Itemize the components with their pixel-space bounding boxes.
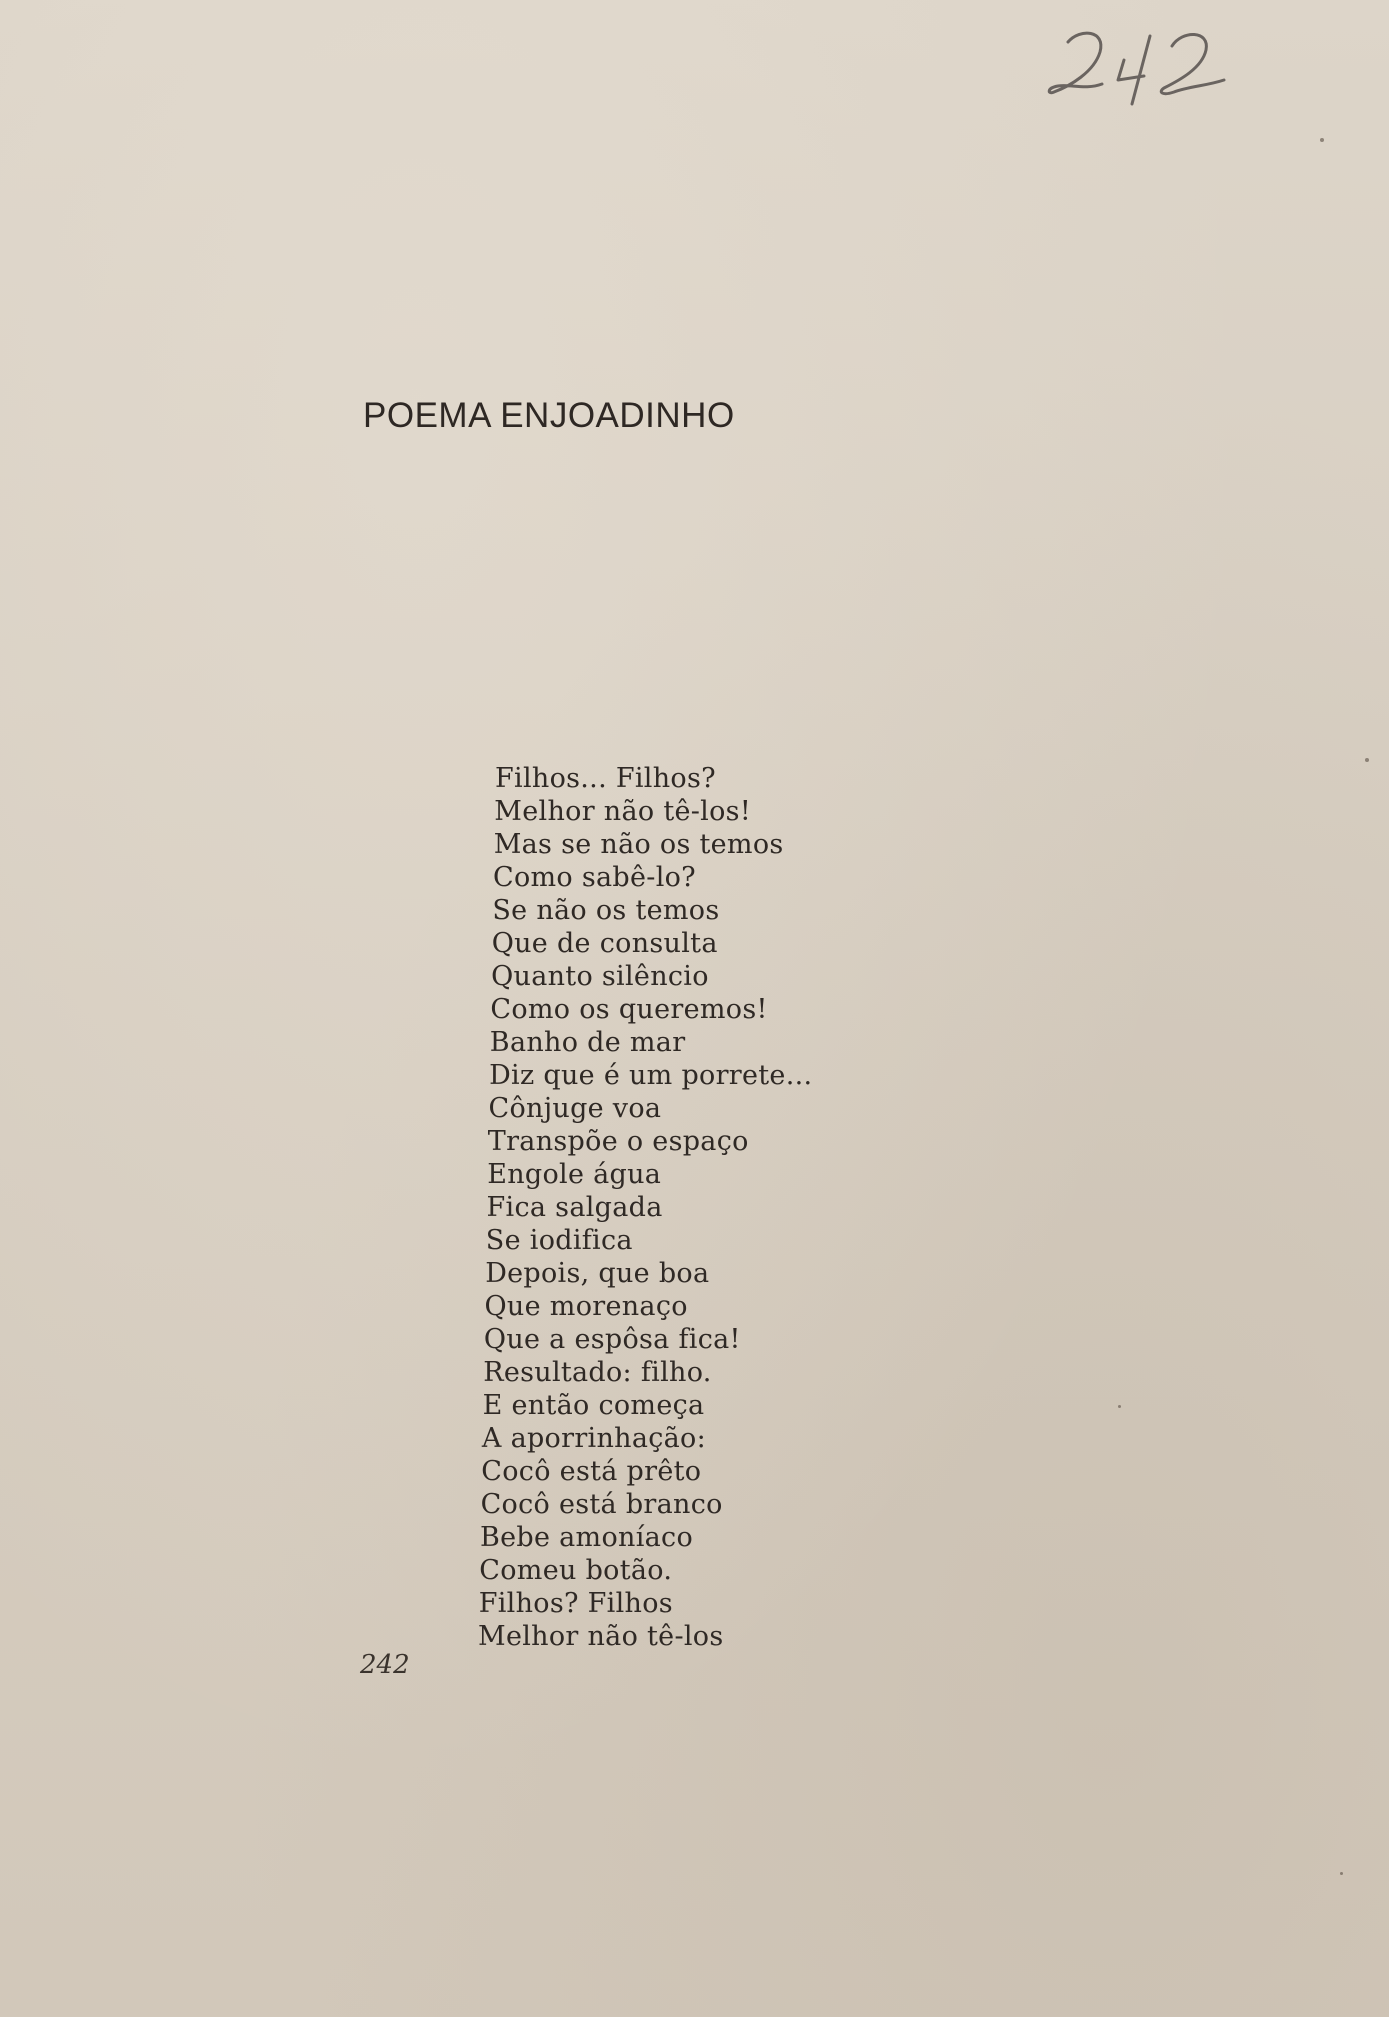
poem-line: Resultado: filho. [483,1357,712,1388]
poem-line: Filhos... Filhos? [495,763,716,794]
printed-page-number: 242 [360,1650,410,1680]
poem-line: Diz que é um porrete... [489,1060,813,1091]
poem-body [0,762,813,1653]
poem-line: Filhos? Filhos [478,1588,673,1619]
scan-speck [1118,1405,1121,1408]
poem-line: Se não os temos [492,895,720,926]
poem-line: Se iodifica [485,1225,633,1256]
poem-line: Que morenaço [484,1291,688,1322]
poem-line: Bebe amoníaco [480,1522,694,1553]
scan-speck [1365,758,1369,762]
poem-line: Comeu botão. [479,1555,673,1586]
scan-speck [1340,1872,1343,1875]
poem-line: Transpõe o espaço [487,1126,749,1157]
poem-line: Como os queremos! [490,994,768,1025]
poem-line: Cônjuge voa [488,1093,662,1124]
poem-line: Que de consulta [491,928,718,959]
poem-line: A aporrinhação: [481,1423,707,1454]
poem-line: Melhor não tê-los [478,1621,724,1652]
poem-line: Cocô está branco [480,1489,723,1520]
handwritten-folio-number [1040,20,1240,110]
poem-line: Que a espôsa fica! [483,1324,741,1355]
poem-line: Quanto silêncio [491,961,709,992]
poem-line: Engole água [487,1159,662,1190]
poem-title: POEMA ENJOADINHO [363,396,735,435]
poem-line: Banho de mar [489,1027,686,1058]
poem-line: Mas se não os temos [493,829,784,860]
poem-line: Cocô está prêto [481,1456,702,1487]
poem-line: Como sabê-lo? [493,862,696,893]
scan-speck [1320,138,1324,142]
poem-line: E então começa [482,1390,705,1421]
poem-line: Fica salgada [486,1192,663,1223]
poem-line: Depois, que boa [485,1258,710,1289]
poem-line: Melhor não tê-los! [494,796,751,827]
